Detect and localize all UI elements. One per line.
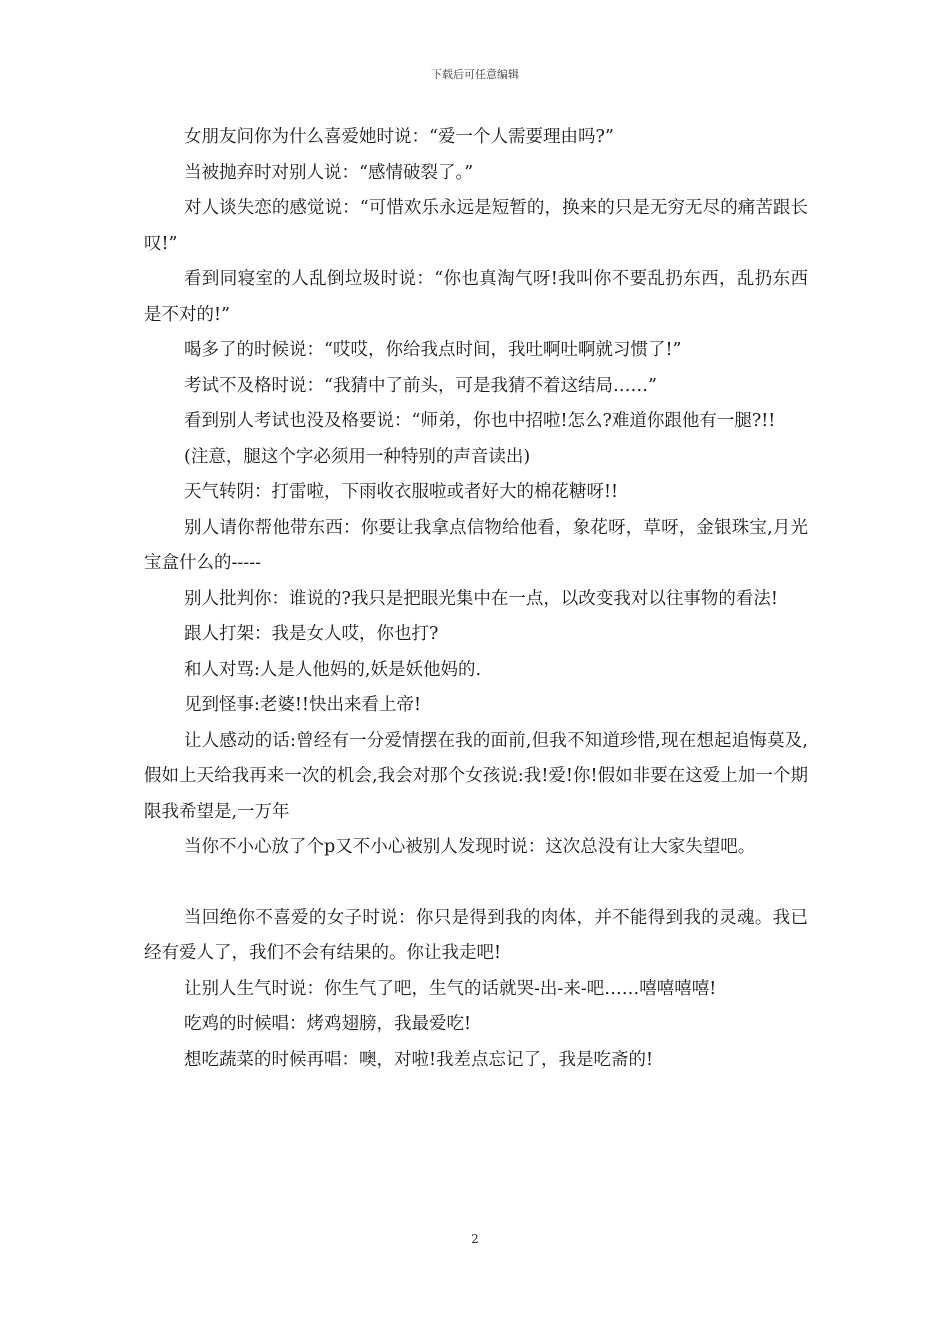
paragraph: 女朋友问你为什么喜爱她时说：“爱一个人需要理由吗?”: [184, 127, 614, 147]
paragraph: 别人请你帮他带东西：你要让我拿点信物给他看，象花呀，草呀，金银珠宝,月光宝盒什么的-----: [144, 517, 808, 573]
blank-line: [144, 866, 808, 901]
paragraph: (注意，腿这个字必须用一种特别的声音读出): [184, 446, 531, 467]
paragraph: 当你不小心放了个p又不小心被别人发现时说：这次总没有让大家失望吧。: [184, 837, 756, 857]
paragraph: 见到怪事:老婆!!快出来看上帝!: [184, 695, 421, 715]
paragraph: 别人批判你：谁说的?我只是把眼光集中在一点，以改变我对以往事物的看法!: [184, 588, 778, 609]
paragraph: 考试不及格时说：“我猜中了前头，可是我猜不着这结局……”: [184, 375, 657, 396]
page-number: 2: [471, 1232, 479, 1246]
paragraph: 天气转阴：打雷啦，下雨收衣服啦或者好大的棉花糖呀!!: [184, 482, 619, 502]
paragraph: 跟人打架：我是女人哎，你也打?: [184, 624, 439, 644]
paragraph: 看到别人考试也没及格要说：“师弟，你也中招啦!怎么?难道你跟他有一腿?!!: [184, 411, 776, 431]
paragraph: 当被抛弃时对别人说：“感情破裂了。”: [184, 162, 474, 183]
paragraph: 让别人生气时说：你生气了吧，生气的话就哭-出-来-吧……嘻嘻嘻嘻!: [184, 978, 717, 999]
paragraph: 想吃蔬菜的时候再唱：噢，对啦!我差点忘记了，我是吃斋的!: [184, 1049, 654, 1070]
paragraph: 当回绝你不喜爱的女子时说：你只是得到我的肉体，并不能得到我的灵魂。我已经有爱人了，我们不会有结果的。你让我走吧!: [144, 907, 808, 963]
page-header: 下载后可任意编辑: [431, 68, 519, 81]
paragraph: 对人谈失恋的感觉说：“可惜欢乐永远是短暂的，换来的只是无穷无尽的痛苦跟长叹!”: [144, 198, 808, 254]
paragraph: 喝多了的时候说：“哎哎，你给我点时间，我吐啊吐啊就习惯了!”: [184, 340, 682, 360]
paragraph: 让人感动的话:曾经有一分爱情摆在我的面前,但我不知道珍惜,现在想起追悔莫及,假如上天给我再来一次的机会,我会对那个女孩说:我!爱!你!假如非要在这爱上加一个期限我希望是,一万年: [144, 730, 808, 822]
paragraph: 和人对骂:人是人他妈的,妖是妖他妈的.: [184, 659, 482, 680]
paragraph: 看到同寝室的人乱倒垃圾时说：“你也真淘气呀!我叫你不要乱扔东西，乱扔东西是不对的!”: [144, 269, 808, 325]
paragraph: 吃鸡的时候唱：烤鸡翅膀，我最爱吃!: [184, 1014, 472, 1034]
document-body: [144, 120, 808, 1078]
